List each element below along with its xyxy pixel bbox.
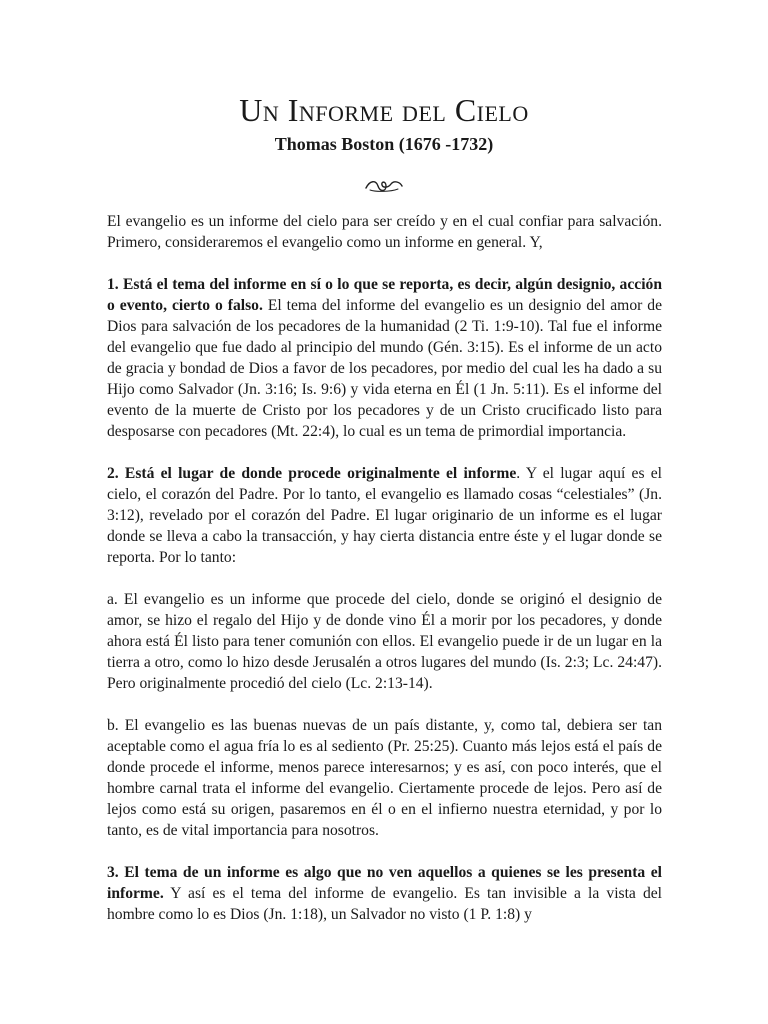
section-1-text: El tema del informe del evangelio es un designio del amor de Dios para salvación de los pecadores de la humanidad (2 Ti. 1:9-10). Tal fue el informe del evangelio que fue dado al principio del mundo (Gén. 3:15). Es el informe de un acto de gracia y bondad de Dios a favor de los pecadores, por medio del cual les ha dado a su Hijo como Salvador (Jn. 3:16; Is. 9:6) y vida eterna en Él (1 Jn. 5:11). Es el informe del evento de la muerte de Cristo por los pecadores y de un Cristo crucificado listo para desposarse con pecadores (Mt. 22:4), lo cual es un tema de primordial importancia.: [107, 297, 662, 440]
section-3-heading: 3. El tema de un informe es algo que no ven aquellos a quienes se les presenta el informe.: [107, 864, 662, 902]
section-3-text: Y así es el tema del informe de evangelio. Es tan invisible a la vista del hombre como lo es Dios (Jn. 1:18), un Salvador no visto (1 P. 1:8) y: [107, 885, 662, 923]
author-subtitle: Thomas Boston (1676 -1732): [274, 134, 494, 154]
page-title: Un Informe del Cielo: [239, 92, 529, 128]
intro-paragraph: El evangelio es un informe del cielo para ser creído y en el cual confiar para salvación. Primero, consideraremos el evangelio como un informe en general. Y,: [107, 213, 662, 251]
point-b-paragraph: b. El evangelio es las buenas nuevas de un país distante, y, como tal, debiera ser tan aceptable como el agua fría lo es al sediento (Pr. 25:25). Cuanto más lejos está el país de donde procede el informe, menos parece interesarnos; y es así, con poco interés, que el hombre carnal trata el informe del evangelio. Ciertamente procede de lejos. Pero así de lejos como está su origen, pasaremos en él o en el infierno nuestra eternidad, y por lo tanto, es de vital importancia para nosotros.: [107, 717, 662, 839]
section-1-heading: 1. Está el tema del informe en sí o lo que se reporta, es decir, algún designio, acción o evento, cierto o falso.: [107, 276, 662, 314]
section-1-paragraph: [107, 274, 662, 442]
section-2-heading: 2. Está el lugar de donde procede originalmente el informe: [107, 465, 517, 482]
section-2-text: . Y el lugar aquí es el cielo, el corazón del Padre. Por lo tanto, el evangelio es llamado cosas “celestiales” (Jn. 3:12), revelado por el corazón del Padre. El lugar originario de un informe es el lugar donde se lleva a cabo la transacción, y hay cierta distancia entre éste y el lugar donde se reporta. Por lo tanto:: [107, 465, 662, 566]
section-2-paragraph: [107, 463, 662, 568]
flourish-icon: [364, 176, 404, 196]
document-body: [107, 211, 662, 946]
section-3-paragraph: [107, 862, 662, 925]
point-a-paragraph: a. El evangelio es un informe que procede del cielo, donde se originó el designio de amor, se hizo el regalo del Hijo y de donde vino Él a morir por los pecadores, y donde ahora está Él listo para tener comunión con ellos. El evangelio puede ir de un lugar en la tierra a otro, como lo hizo desde Jerusalén a otros lugares del mundo (Is. 2:3; Lc. 24:47). Pero originalmente procedió del cielo (Lc. 2:13-14).: [107, 591, 662, 692]
